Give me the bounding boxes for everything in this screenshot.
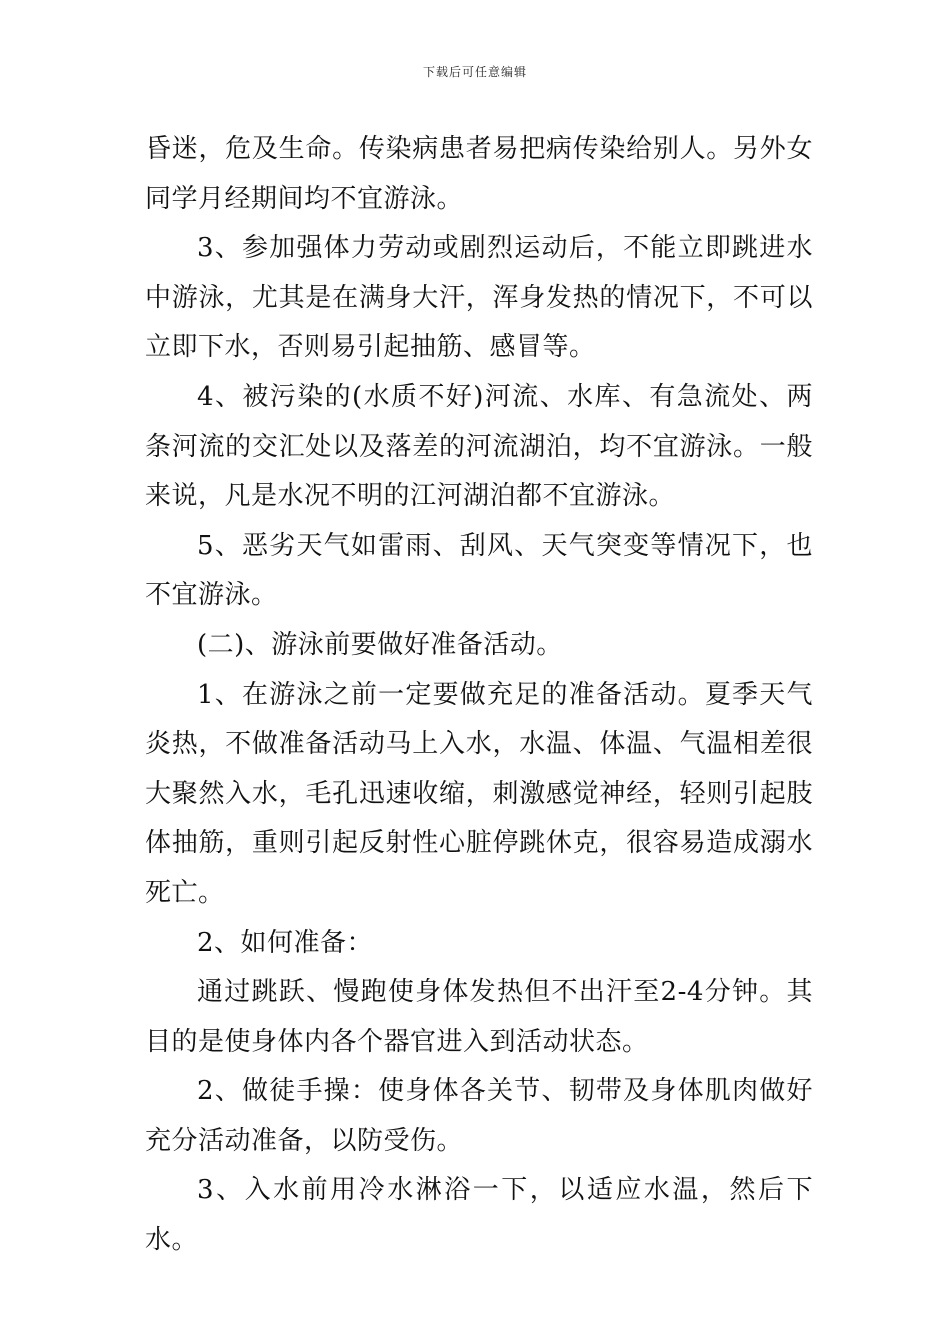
paragraph-item-2-exercises: 2、做徒手操：使身体各关节、韧带及身体肌肉做好充分活动准备，以防受伤。 xyxy=(145,1076,813,1156)
paragraph-warmup: 通过跳跃、慢跑使身体发热但不出汗至2-4分钟。其目的是使身体内各个器官进入到活动状态。 xyxy=(145,977,813,1057)
paragraph-continuation: 昏迷，危及生命。传染病患者易把病传染给别人。另外女同学月经期间均不宜游泳。 xyxy=(145,134,813,214)
paragraph-item-3-shower: 3、入水前用冷水淋浴一下，以适应水温，然后下水。 xyxy=(145,1175,813,1256)
paragraph-item-1: 1、在游泳之前一定要做充足的准备活动。夏季天气炎热，不做准备活动马上入水，水温、体温、气温相差很大聚然入水，毛孔迅速收缩，刺激感觉神经，轻则引起肢体抽筋，重则引起反射性心脏停跳休克，很容易造成溺水死亡。 xyxy=(145,679,813,908)
paragraph-item-3: 3、参加强体力劳动或剧烈运动后，不能立即跳进水中游泳，尤其是在满身大汗，浑身发热的情况下，不可以立即下水，否则易引起抽筋、感冒等。 xyxy=(145,233,813,363)
page-header: 下载后可任意编辑 xyxy=(422,65,527,79)
paragraph-item-2-how-to-prepare: 2、如何准备： xyxy=(197,927,374,958)
section-heading: (二)、游泳前要做好准备活动。 xyxy=(197,629,563,660)
paragraph-item-4: 4、被污染的(水质不好)河流、水库、有急流处、两条河流的交汇处以及落差的河流湖泊，均不宜游泳。一般来说，凡是水况不明的江河湖泊都不宜游泳。 xyxy=(145,381,813,512)
document-body xyxy=(145,125,813,1266)
paragraph-item-5: 5、恶劣天气如雷雨、刮风、天气突变等情况下，也不宜游泳。 xyxy=(145,530,813,611)
